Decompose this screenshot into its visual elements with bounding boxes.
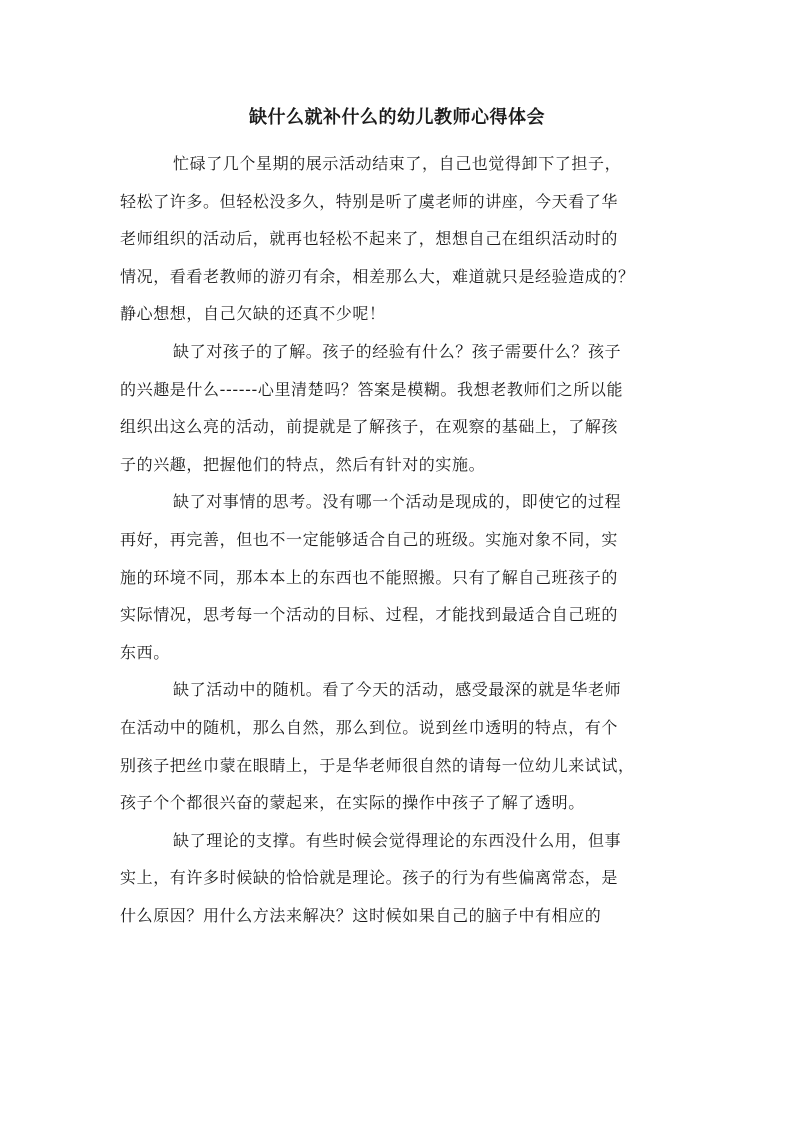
- text-line: 在活动中的随机，那么自然，那么到位。说到丝巾透明的特点，有个: [120, 717, 619, 737]
- text-line: 施的环境不同，那本本上的东西也不能照搬。只有了解自己班孩子的: [120, 567, 619, 587]
- text-line: 老师组织的活动后，就再也轻松不起来了，想想自己在组织活动时的: [120, 229, 619, 249]
- text-line: 东西。: [120, 642, 170, 662]
- paragraph-theory: [120, 822, 680, 935]
- text-line: 组织出这么亮的活动，前提就是了解孩子，在观察的基础上，了解孩: [120, 417, 619, 437]
- text-line: 缺了对孩子的了解。孩子的经验有什么？孩子需要什么？孩子: [173, 341, 622, 361]
- text-line: 缺了活动中的随机。看了今天的活动，感受最深的就是华老师: [173, 680, 622, 700]
- text-line: 缺了理论的支撑。有些时候会觉得理论的东西没什么用，但事: [173, 830, 622, 850]
- text-line: 别孩子把丝巾蒙在眼睛上，于是华老师很自然的请每一位幼儿来试试，: [120, 755, 635, 775]
- text-line: 什么原因？用什么方法来解决？这时候如果自己的脑子中有相应的: [120, 905, 602, 925]
- text-line: 实上，有许多时候缺的恰恰就是理论。孩子的行为有些偏离常态，是: [120, 868, 619, 888]
- paragraph-intro: [120, 145, 680, 333]
- text-line: 再好，再完善，但也不一定能够适合自己的班级。实施对象不同，实: [120, 529, 619, 549]
- text-line: 缺了对事情的思考。没有哪一个活动是现成的，即使它的过程: [173, 492, 622, 512]
- text-line: 实际情况，思考每一个活动的目标、过程，才能找到最适合自己班的: [120, 605, 619, 625]
- text-line: 忙碌了几个星期的展示活动结束了，自己也觉得卸下了担子，: [173, 154, 622, 173]
- text-line: 静心想想，自己欠缺的还真不少呢！: [120, 304, 386, 324]
- document-body: [120, 145, 680, 934]
- text-line: 情况，看看老教师的游刃有余，相差那么大，难道就只是经验造成的？: [120, 266, 635, 286]
- paragraph-understanding-children: [120, 333, 680, 483]
- document-title: 缺什么就补什么的幼儿教师心得体会: [249, 107, 545, 128]
- paragraph-spontaneity: [120, 671, 680, 821]
- paragraph-thinking: [120, 483, 680, 671]
- text-line: 的兴趣是什么------心里清楚吗？答案是模糊。我想老教师们之所以能: [120, 379, 624, 399]
- text-line: 孩子个个都很兴奋的蒙起来，在实际的操作中孩子了解了透明。: [120, 793, 585, 813]
- text-line: 子的兴趣，把握他们的特点，然后有针对的实施。: [120, 454, 486, 474]
- text-line: 轻松了许多。但轻松没多久，特别是听了虞老师的讲座，今天看了华: [120, 191, 619, 211]
